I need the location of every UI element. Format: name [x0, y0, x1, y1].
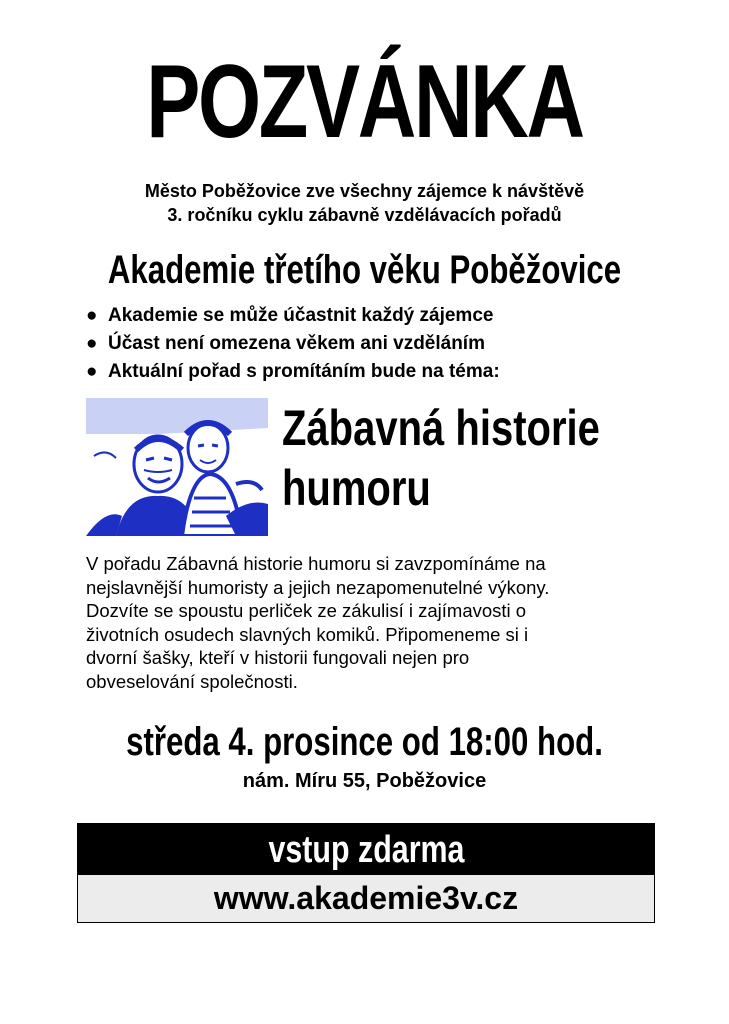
bullet-text: Účast není omezena věkem ani vzděláním [108, 333, 485, 354]
topic-line-1: Zábavná historie [282, 400, 600, 456]
intro-text [0, 179, 729, 227]
bullet-dot-icon: ● [86, 333, 98, 354]
description-line: V pořadu Zábavná historie humoru si zavzpomínáme na [86, 553, 546, 574]
topic-title [282, 398, 600, 518]
bullet-text: Aktuální pořad s promítáním bude na téma: [108, 361, 500, 382]
bullet-item [86, 302, 500, 330]
description [86, 552, 666, 693]
website-link[interactable]: www.akademie3v.cz [78, 875, 654, 922]
description-line: Dozvíte se spoustu perliček ze zákulisí i zajímavosti o [86, 600, 527, 621]
bullet-item [86, 330, 500, 358]
event-date: středa 4. prosince od 18:00 hod. [126, 720, 603, 764]
poster-title: POZVÁNKA [146, 44, 583, 160]
program-name: Akademie třetího věku Poběžovice [107, 248, 622, 292]
bullet-dot-icon: ● [86, 305, 98, 326]
intro-line-2: 3. ročníku cyklu zábavně vzdělávacích pořadů [167, 205, 562, 225]
bullet-text: Akademie se může účastnit každý zájemce [108, 305, 494, 326]
admission-box [77, 823, 655, 923]
comedians-photo [86, 398, 268, 536]
description-line: nejslavnější humoristy a jejich nezapomenutelné výkony. [86, 576, 550, 598]
bullet-item [86, 358, 500, 386]
event-place: nám. Míru 55, Poběžovice [242, 770, 487, 792]
topic-line-2: humoru [282, 460, 431, 516]
intro-line-1: Město Poběžovice zve všechny zájemce k návštěvě [144, 181, 585, 201]
bullet-list [86, 302, 500, 386]
description-line: obveselování společnosti. [86, 670, 298, 692]
admission-band [78, 824, 654, 876]
admission-label: vstup zdarma [268, 829, 464, 871]
description-line: životních osudech slavných komiků. Připomeneme si i [86, 623, 529, 645]
description-line: dvorní šašky, kteří v historii fungovali nejen pro [86, 647, 470, 668]
bullet-dot-icon: ● [86, 361, 98, 382]
